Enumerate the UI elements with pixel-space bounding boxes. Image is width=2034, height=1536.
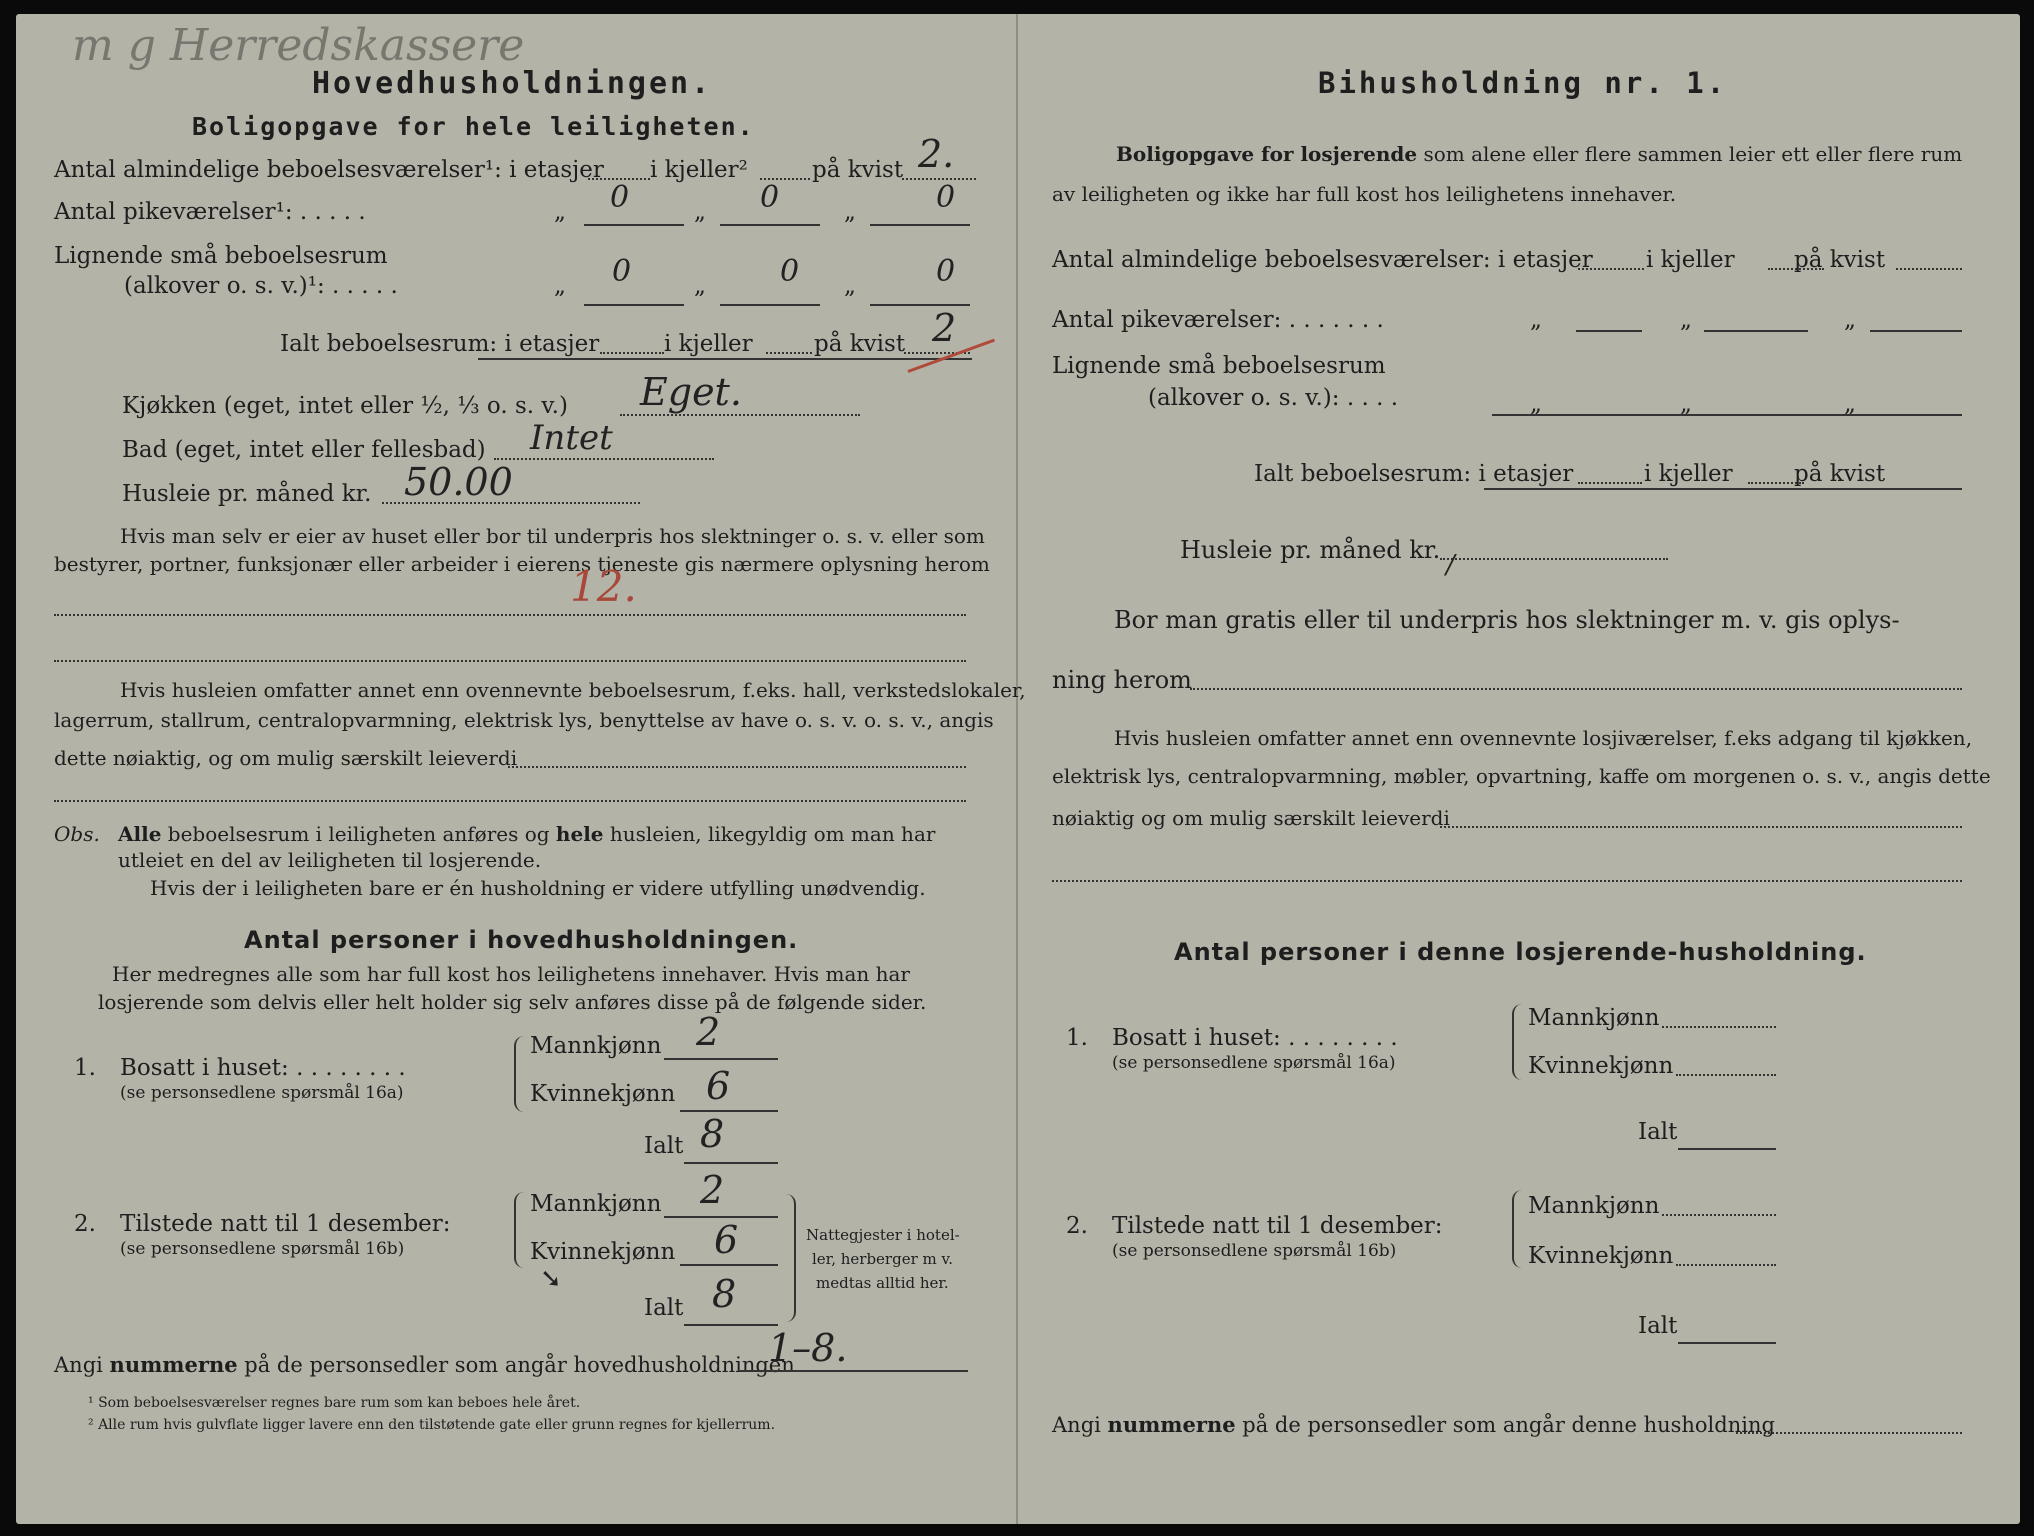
numbers-nummerne: nummerne	[109, 1352, 238, 1377]
q2-right-brace	[780, 1194, 796, 1322]
q2-number: 2.	[74, 1211, 96, 1237]
right-row3-field[interactable]	[1492, 414, 1962, 416]
footnote-1: ¹ Som beboelsesværelser regnes bare rum som kan beboes hele året.	[88, 1395, 581, 1411]
rooms-row3-kjeller-value: 0	[780, 254, 800, 289]
right-intro-bold: Boligopgave for losjerende	[1116, 142, 1418, 166]
right-q2-total-field[interactable]	[1678, 1342, 1776, 1344]
numbers-label	[54, 1352, 795, 1378]
rooms-row2-label: Antal pikeværelser¹: . . . . .	[54, 199, 366, 225]
rooms-row2-kjeller-value: 0	[760, 180, 780, 215]
right-rent-field[interactable]	[1440, 558, 1668, 560]
right-intro-line2: av leiligheten og ikke har full kost hos leilighetens innehaver.	[1052, 182, 1677, 206]
rooms-total-kvist-value: 2	[932, 306, 957, 350]
owner-field-1[interactable]	[54, 614, 966, 616]
obs-alle: Alle	[118, 822, 162, 846]
right-row1-label: Antal almindelige beboelsesværelser: i etasjer	[1052, 247, 1593, 273]
right-row1-kvist-label: på kvist	[1794, 247, 1886, 273]
q1-male-label: Mannkjønn	[530, 1033, 662, 1059]
right-total-kvist-label: på kvist	[1794, 461, 1886, 487]
rooms-total-kjeller-label: i kjeller	[664, 331, 753, 357]
q1-male-field[interactable]	[664, 1058, 778, 1060]
right-row1-kjeller-label: i kjeller	[1646, 247, 1735, 273]
kitchen-field[interactable]	[620, 414, 860, 416]
extra-text-line2: lagerrum, stallrum, centralopvarmning, elektrisk lys, benyttelse av have o. s. v. o. s. v., angis	[54, 708, 994, 732]
right-row1-etasjer-field[interactable]	[1578, 268, 1644, 270]
right-row2-label: Antal pikeværelser: . . . . . . .	[1052, 307, 1384, 333]
q1-total-value: 8	[700, 1112, 725, 1156]
kitchen-label: Kjøkken (eget, intet eller ½, ⅓ o. s. v.)	[122, 393, 568, 419]
rooms-total-kjeller-field[interactable]	[766, 352, 812, 354]
right-q1-male-label: Mannkjønn	[1528, 1005, 1660, 1031]
right-row3-label-b: (alkover o. s. v.): . . . .	[1148, 385, 1399, 411]
rooms-row1-kvist-label: på kvist	[812, 157, 904, 183]
rooms-total-label: Ialt beboelsesrum: i etasjer	[280, 331, 600, 357]
right-extra-field-2[interactable]	[1052, 880, 1962, 882]
q1-female-value: 6	[706, 1064, 731, 1108]
rent-label: Husleie pr. måned kr.	[122, 481, 372, 507]
persons-title: Antal personer i hovedhusholdningen.	[244, 926, 799, 954]
rooms-row3-etasjer-value: 0	[612, 254, 632, 289]
page-fold	[1016, 14, 1018, 1524]
bath-field[interactable]	[494, 458, 714, 460]
bath-value: Intet	[530, 418, 613, 458]
right-q1-brace	[1512, 1004, 1526, 1080]
right-numbers-nummerne: nummerne	[1107, 1412, 1236, 1437]
right-q2-brace	[1512, 1190, 1526, 1268]
q1-number: 1.	[74, 1055, 96, 1081]
obs-label: Obs.	[54, 822, 100, 846]
right-extra-line2: elektrisk lys, centralopvarmning, møbler, opvartning, kaffe om morgenen o. s. v., angis dette	[1052, 764, 1991, 788]
q2-total-value: 8	[712, 1272, 737, 1316]
obs-line3: Hvis der i leiligheten bare er én husholdning er videre utfylling unødvendig.	[150, 876, 926, 900]
right-q2-label: Tilstede natt til 1 desember:	[1112, 1213, 1443, 1239]
right-row2-kvist-field[interactable]	[1870, 330, 1962, 332]
right-persons-title: Antal personer i denne losjerende-husholdning.	[1174, 938, 1867, 966]
right-q2-number: 2.	[1066, 1213, 1088, 1239]
rooms-row2-quote-2: „	[694, 199, 706, 225]
rooms-row1-kjeller-label: i kjeller²	[650, 157, 748, 183]
owner-text-line2: bestyrer, portner, funksjonær eller arbeider i eierens tjeneste gis nærmere oplysning herom	[54, 552, 990, 576]
right-q1-total-field[interactable]	[1678, 1148, 1776, 1150]
rooms-total-etasjer-field[interactable]	[600, 352, 664, 354]
right-q1-number: 1.	[1066, 1025, 1088, 1051]
right-row3-quote-2: „	[1680, 391, 1692, 417]
rooms-row1-label: Antal almindelige beboelsesværelser¹: i etasjer	[54, 157, 604, 183]
obs-text-a: beboelsesrum i leiligheten anføres og	[167, 822, 550, 846]
q2-female-field[interactable]	[680, 1264, 778, 1266]
q1-sub: (se personsedlene spørsmål 16a)	[120, 1083, 404, 1103]
pencil-note: m g Herredskassere	[72, 20, 525, 71]
right-total-underline	[1484, 488, 1962, 490]
right-numbers-label	[1052, 1412, 1775, 1438]
right-total-kjeller-label: i kjeller	[1644, 461, 1733, 487]
q1-total-field[interactable]	[684, 1162, 778, 1164]
obs-hele: hele	[555, 822, 604, 846]
extra-text-line1: Hvis husleien omfatter annet enn ovennevnte beboelsesrum, f.eks. hall, verkstedslokaler,	[120, 678, 1026, 702]
footnote-2: ² Alle rum hvis gulvflate ligger lavere enn den tilstøtende gate eller grunn regnes for kjellerrum.	[88, 1417, 776, 1433]
persons-intro-line1: Her medregnes alle som har full kost hos leilighetens innehaver. Hvis man har	[112, 962, 910, 986]
q1-female-field[interactable]	[680, 1110, 778, 1112]
right-row2-kjeller-field[interactable]	[1704, 330, 1808, 332]
left-subtitle: Boligopgave for hele leiligheten.	[192, 112, 755, 141]
obs-line2: utleiet en del av leiligheten til losjerende.	[118, 848, 542, 872]
rooms-row2-etasjer-field[interactable]	[584, 224, 684, 226]
q1-label: Bosatt i huset: . . . . . . . .	[120, 1055, 406, 1081]
right-numbers-field[interactable]	[1736, 1432, 1962, 1434]
rooms-row2-kvist-field[interactable]	[870, 224, 970, 226]
right-total-etasjer-field[interactable]	[1578, 482, 1642, 484]
right-q2-total-label: Ialt	[1638, 1313, 1678, 1339]
rooms-row2-kvist-value: 0	[936, 180, 956, 215]
obs-line1	[118, 822, 935, 846]
night-note-line3: medtas alltid her.	[816, 1274, 949, 1292]
owner-field-2[interactable]	[54, 660, 966, 662]
right-q1-female-label: Kvinnekjønn	[1528, 1053, 1674, 1079]
rooms-row3-kjeller-field[interactable]	[720, 304, 820, 306]
numbers-field[interactable]	[740, 1370, 968, 1372]
right-gratis-field[interactable]	[1190, 688, 1962, 690]
q2-total-label: Ialt	[644, 1295, 684, 1321]
right-q2-sub: (se personsedlene spørsmål 16b)	[1112, 1241, 1397, 1261]
rooms-row3-quote-1: „	[554, 273, 566, 299]
q2-sub: (se personsedlene spørsmål 16b)	[120, 1239, 405, 1259]
q2-female-value: 6	[714, 1218, 739, 1262]
right-intro-line1	[1116, 142, 1962, 166]
right-row2-quote-1: „	[1530, 307, 1542, 333]
right-q1-female-field[interactable]	[1676, 1074, 1776, 1076]
numbers-angi: Angi	[54, 1353, 103, 1377]
q1-brace	[514, 1036, 528, 1112]
pen-arrow-mark: ➘	[540, 1264, 562, 1294]
rooms-row3-kvist-value: 0	[936, 254, 956, 289]
right-row3-quote-1: „	[1530, 391, 1542, 417]
right-q2-male-label: Mannkjønn	[1528, 1193, 1660, 1219]
right-total-label: Ialt beboelsesrum: i etasjer	[1254, 461, 1574, 487]
rooms-total-kvist-label: på kvist	[814, 331, 906, 357]
right-row3-quote-3: „	[1844, 391, 1856, 417]
q2-female-label: Kvinnekjønn	[530, 1239, 676, 1265]
rooms-row2-kjeller-field[interactable]	[720, 224, 820, 226]
right-q1-sub: (se personsedlene spørsmål 16a)	[1112, 1053, 1396, 1073]
night-note-line2: ler, herberger m v.	[812, 1250, 953, 1268]
rooms-row2-quote-3: „	[844, 199, 856, 225]
right-title: Bihusholdning nr. 1.	[1318, 66, 1728, 100]
night-note-line1: Nattegjester i hotel-	[806, 1226, 960, 1244]
rooms-row1-kvist-value: 2.	[918, 132, 955, 176]
owner-text-line1: Hvis man selv er eier av huset eller bor til underpris hos slektninger o. s. v. eller som	[120, 524, 985, 548]
right-row2-quote-3: „	[1844, 307, 1856, 333]
rooms-row2-etasjer-value: 0	[610, 180, 630, 215]
right-gratis-line2: ning herom	[1052, 666, 1192, 694]
right-row3-label-a: Lignende små beboelsesrum	[1052, 353, 1386, 379]
right-numbers-text: på de personsedler som angår denne husholdning	[1242, 1413, 1775, 1437]
right-row2-quote-2: „	[1680, 307, 1692, 333]
right-numbers-angi: Angi	[1052, 1413, 1101, 1437]
rooms-row3-quote-2: „	[694, 273, 706, 299]
rooms-row3-quote-3: „	[844, 273, 856, 299]
right-q2-female-field[interactable]	[1676, 1264, 1776, 1266]
q2-total-field[interactable]	[684, 1324, 778, 1326]
right-q2-male-field[interactable]	[1662, 1214, 1776, 1216]
q2-label: Tilstede natt til 1 desember:	[120, 1211, 451, 1237]
right-rent-label: Husleie pr. måned kr.	[1180, 536, 1441, 564]
right-q1-label: Bosatt i huset: . . . . . . . .	[1112, 1025, 1398, 1051]
extra-field-1[interactable]	[508, 766, 966, 768]
q2-male-label: Mannkjønn	[530, 1191, 662, 1217]
right-row1-kvist-field[interactable]	[1896, 268, 1962, 270]
right-q1-total-label: Ialt	[1638, 1119, 1678, 1145]
q2-brace	[514, 1192, 528, 1268]
right-gratis-line1: Bor man gratis eller til underpris hos slektninger m. v. gis oplys-	[1114, 606, 1900, 634]
numbers-text: på de personsedler som angår hovedhusholdningen	[244, 1353, 795, 1377]
right-q2-female-label: Kvinnekjønn	[1528, 1243, 1674, 1269]
kitchen-value: Eget.	[640, 370, 742, 414]
rooms-row2-quote-1: „	[554, 199, 566, 225]
right-intro-text: som alene eller flere sammen leier ett eller flere rum	[1423, 142, 1963, 166]
persons-intro-line2: losjerende som delvis eller helt holder sig selv anføres disse på de følgende sider.	[98, 990, 927, 1014]
bath-label: Bad (eget, intet eller fellesbad)	[122, 437, 486, 463]
numbers-value: 1–8.	[768, 1326, 848, 1370]
rent-value: 50.00	[404, 460, 513, 504]
left-title: Hovedhusholdningen.	[312, 66, 713, 101]
right-extra-field-1[interactable]	[1440, 826, 1962, 828]
q1-male-value: 2	[696, 1010, 721, 1054]
right-extra-line1: Hvis husleien omfatter annet enn ovennevnte losjiværelser, f.eks adgang til kjøkken,	[1114, 726, 1973, 750]
right-rent-mark: /	[1446, 550, 1455, 580]
rooms-row3-label-a: Lignende små beboelsesrum	[54, 243, 388, 269]
rooms-row3-label-b: (alkover o. s. v.)¹: . . . . .	[124, 273, 398, 299]
right-extra-line3: nøiaktig og om mulig særskilt leieverdi	[1052, 806, 1450, 830]
red-pencil-number: 12.	[570, 562, 637, 611]
q2-male-value: 2	[700, 1168, 725, 1212]
q1-female-label: Kvinnekjønn	[530, 1081, 676, 1107]
rooms-row3-etasjer-field[interactable]	[584, 304, 684, 306]
right-row2-etasjer-field[interactable]	[1576, 330, 1642, 332]
obs-text-b: husleien, likegyldig om man har	[609, 822, 936, 846]
right-q1-male-field[interactable]	[1662, 1026, 1776, 1028]
extra-field-2[interactable]	[54, 800, 966, 802]
q1-total-label: Ialt	[644, 1133, 684, 1159]
extra-text-line3: dette nøiaktig, og om mulig særskilt leieverdi	[54, 746, 518, 770]
rooms-total-underline	[478, 358, 972, 360]
